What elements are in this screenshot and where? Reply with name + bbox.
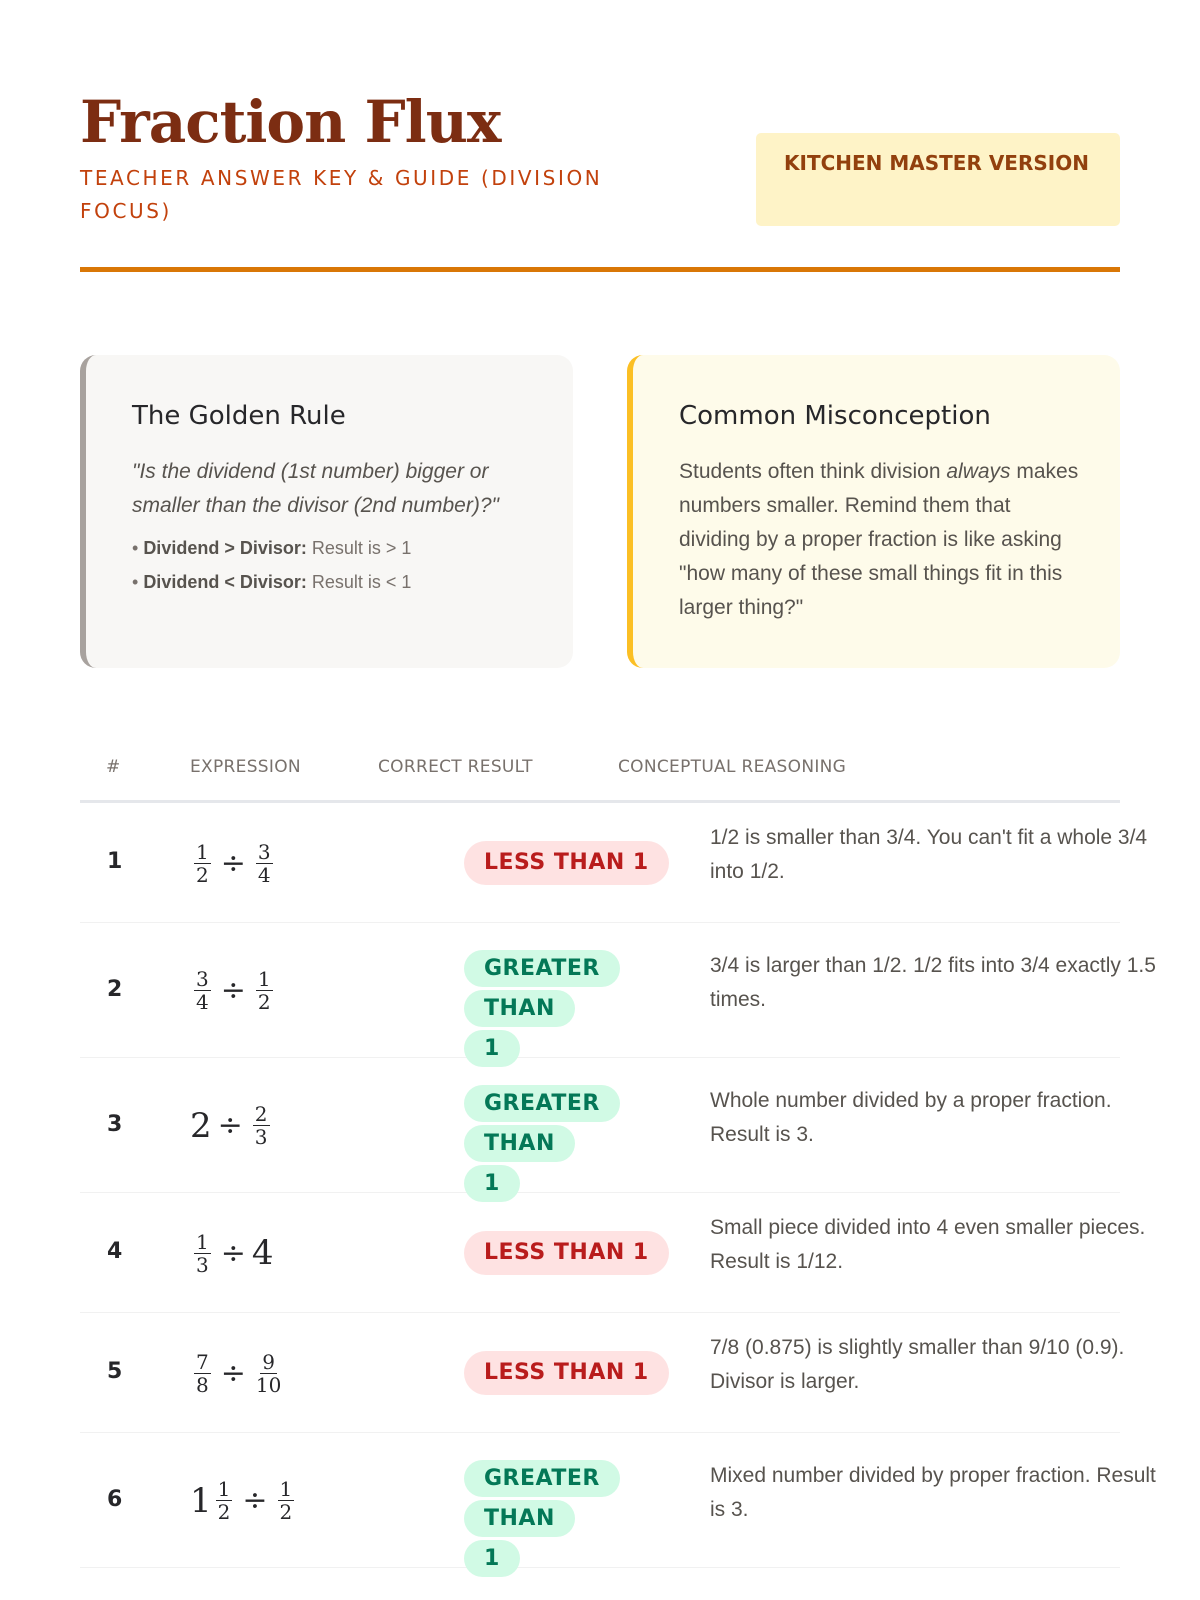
divide-operator: ÷	[220, 1355, 246, 1391]
whole-number: 2	[190, 1105, 212, 1146]
page-title: Fraction Flux	[80, 88, 501, 156]
bullet-text: Result is < 1	[306, 572, 412, 592]
result-badge: LESS THAN 1	[464, 1231, 669, 1275]
numerator: 7	[196, 1349, 209, 1374]
reasoning-text: 3/4 is larger than 1/2. 1/2 fits into 3/4 exactly 1.5 times.	[710, 953, 1156, 1011]
row-number: 2	[107, 976, 123, 1002]
header-expression: EXPRESSION	[190, 757, 301, 777]
numerator: 9	[262, 1349, 275, 1374]
fraction	[216, 1478, 233, 1523]
result-badge	[464, 1459, 600, 1579]
reasoning-text: Whole number divided by a proper fraction. Result is 3.	[710, 1088, 1112, 1146]
row-number: 5	[107, 1359, 123, 1384]
header-reasoning: CONCEPTUAL REASONING	[618, 757, 847, 777]
golden-rule-quote: "Is the dividend (1st number) bigger or smaller than the divisor (2nd number)?"	[132, 460, 499, 517]
result-badge	[464, 1084, 600, 1204]
numerator: 1	[217, 1477, 231, 1501]
expression	[190, 965, 277, 1017]
denominator: 8	[196, 1372, 209, 1397]
whole-number: 4	[251, 1233, 274, 1273]
denominator: 2	[217, 1500, 231, 1524]
misconception-title: Common Misconception	[679, 401, 991, 431]
reasoning-text: Mixed number divided by proper fraction. Result is 3.	[710, 1463, 1156, 1521]
divide-operator: ÷	[217, 1108, 243, 1143]
fraction	[194, 1231, 211, 1276]
denominator: 2	[257, 990, 271, 1014]
expression	[190, 837, 277, 889]
fraction	[253, 1103, 270, 1148]
table-row	[80, 1058, 1120, 1196]
answer-key-table	[80, 737, 1156, 1571]
expression	[190, 1100, 274, 1152]
table-row	[80, 1193, 1146, 1313]
table-row	[80, 803, 1148, 923]
golden-rule-bullet: • Dividend > Divisor: Result is > 1	[132, 538, 412, 558]
header-num: #	[106, 757, 121, 777]
misconception-card	[627, 355, 1120, 668]
whole-number: 1	[190, 1480, 212, 1521]
page-header	[80, 80, 1120, 272]
result-badge	[464, 949, 600, 1069]
divide-operator: ÷	[220, 845, 246, 881]
numerator: 3	[196, 967, 209, 991]
table-row	[80, 923, 1156, 1061]
version-badge: KITCHEN MASTER VERSION	[756, 133, 1120, 226]
expression	[190, 1227, 274, 1279]
fraction	[256, 1351, 281, 1396]
row-number: 3	[107, 1111, 123, 1137]
bullet-text: Result is > 1	[306, 538, 412, 558]
divide-operator: ÷	[242, 1483, 268, 1518]
denominator: 4	[257, 862, 271, 887]
golden-rule-bullet: • Dividend < Divisor: Result is < 1	[132, 572, 412, 592]
table-body	[80, 803, 1156, 1571]
header-result: CORRECT RESULT	[378, 757, 533, 777]
row-number: 1	[107, 849, 123, 874]
result-badge: LESS THAN 1	[464, 841, 669, 885]
misconception-emphasis: always	[946, 460, 1011, 483]
fraction	[278, 1478, 295, 1523]
reasoning-text: 1/2 is smaller than 3/4. You can't fit a whole 3/4 into 1/2.	[710, 826, 1148, 883]
table-row	[80, 1433, 1156, 1571]
table-row	[80, 1313, 1125, 1433]
numerator: 3	[257, 839, 271, 864]
denominator: 2	[196, 862, 209, 887]
fraction	[194, 968, 211, 1013]
denominator: 10	[255, 1372, 282, 1397]
bullet-label: Dividend > Divisor:	[143, 538, 307, 558]
denominator: 3	[254, 1125, 268, 1149]
divide-operator: ÷	[220, 1235, 246, 1271]
result-badge: LESS THAN 1	[464, 1351, 669, 1395]
golden-rule-card	[80, 355, 573, 668]
denominator: 3	[196, 1252, 209, 1277]
fraction	[194, 841, 211, 886]
fraction	[194, 1351, 211, 1396]
table-header	[80, 737, 1120, 803]
golden-rule-title: The Golden Rule	[132, 401, 346, 431]
numerator: 2	[254, 1102, 268, 1126]
numerator: 1	[279, 1477, 293, 1501]
result-badge-text: GREATER THAN 1	[464, 1085, 620, 1202]
row-number: 4	[107, 1239, 123, 1264]
page-subtitle: TEACHER ANSWER KEY & GUIDE (DIVISION FOCUS)	[80, 166, 603, 223]
numerator: 1	[257, 967, 271, 991]
reasoning-text: 7/8 (0.875) is slightly smaller than 9/10 (0.9). Divisor is larger.	[710, 1336, 1125, 1393]
reasoning-text: Small piece divided into 4 even smaller pieces. Result is 1/12.	[710, 1216, 1146, 1273]
result-badge-text: GREATER THAN 1	[464, 950, 620, 1067]
fraction	[256, 968, 273, 1013]
misconception-text	[679, 455, 1080, 625]
misconception-text-start: Students often think division	[679, 460, 947, 483]
misconception-text-end: makes numbers smaller. Remind them that dividing by a proper fraction is like asking "how many of these small things fit in this larger thing?"	[679, 460, 1079, 619]
numerator: 1	[196, 839, 209, 864]
divide-operator: ÷	[220, 973, 246, 1008]
expression	[190, 1475, 298, 1527]
fraction	[256, 841, 273, 886]
bullet-label: Dividend < Divisor:	[143, 572, 307, 592]
result-badge-text: GREATER THAN 1	[464, 1460, 620, 1577]
expression	[190, 1347, 285, 1399]
row-number: 6	[107, 1486, 123, 1512]
numerator: 1	[196, 1229, 209, 1254]
denominator: 4	[196, 990, 209, 1014]
denominator: 2	[279, 1500, 293, 1524]
